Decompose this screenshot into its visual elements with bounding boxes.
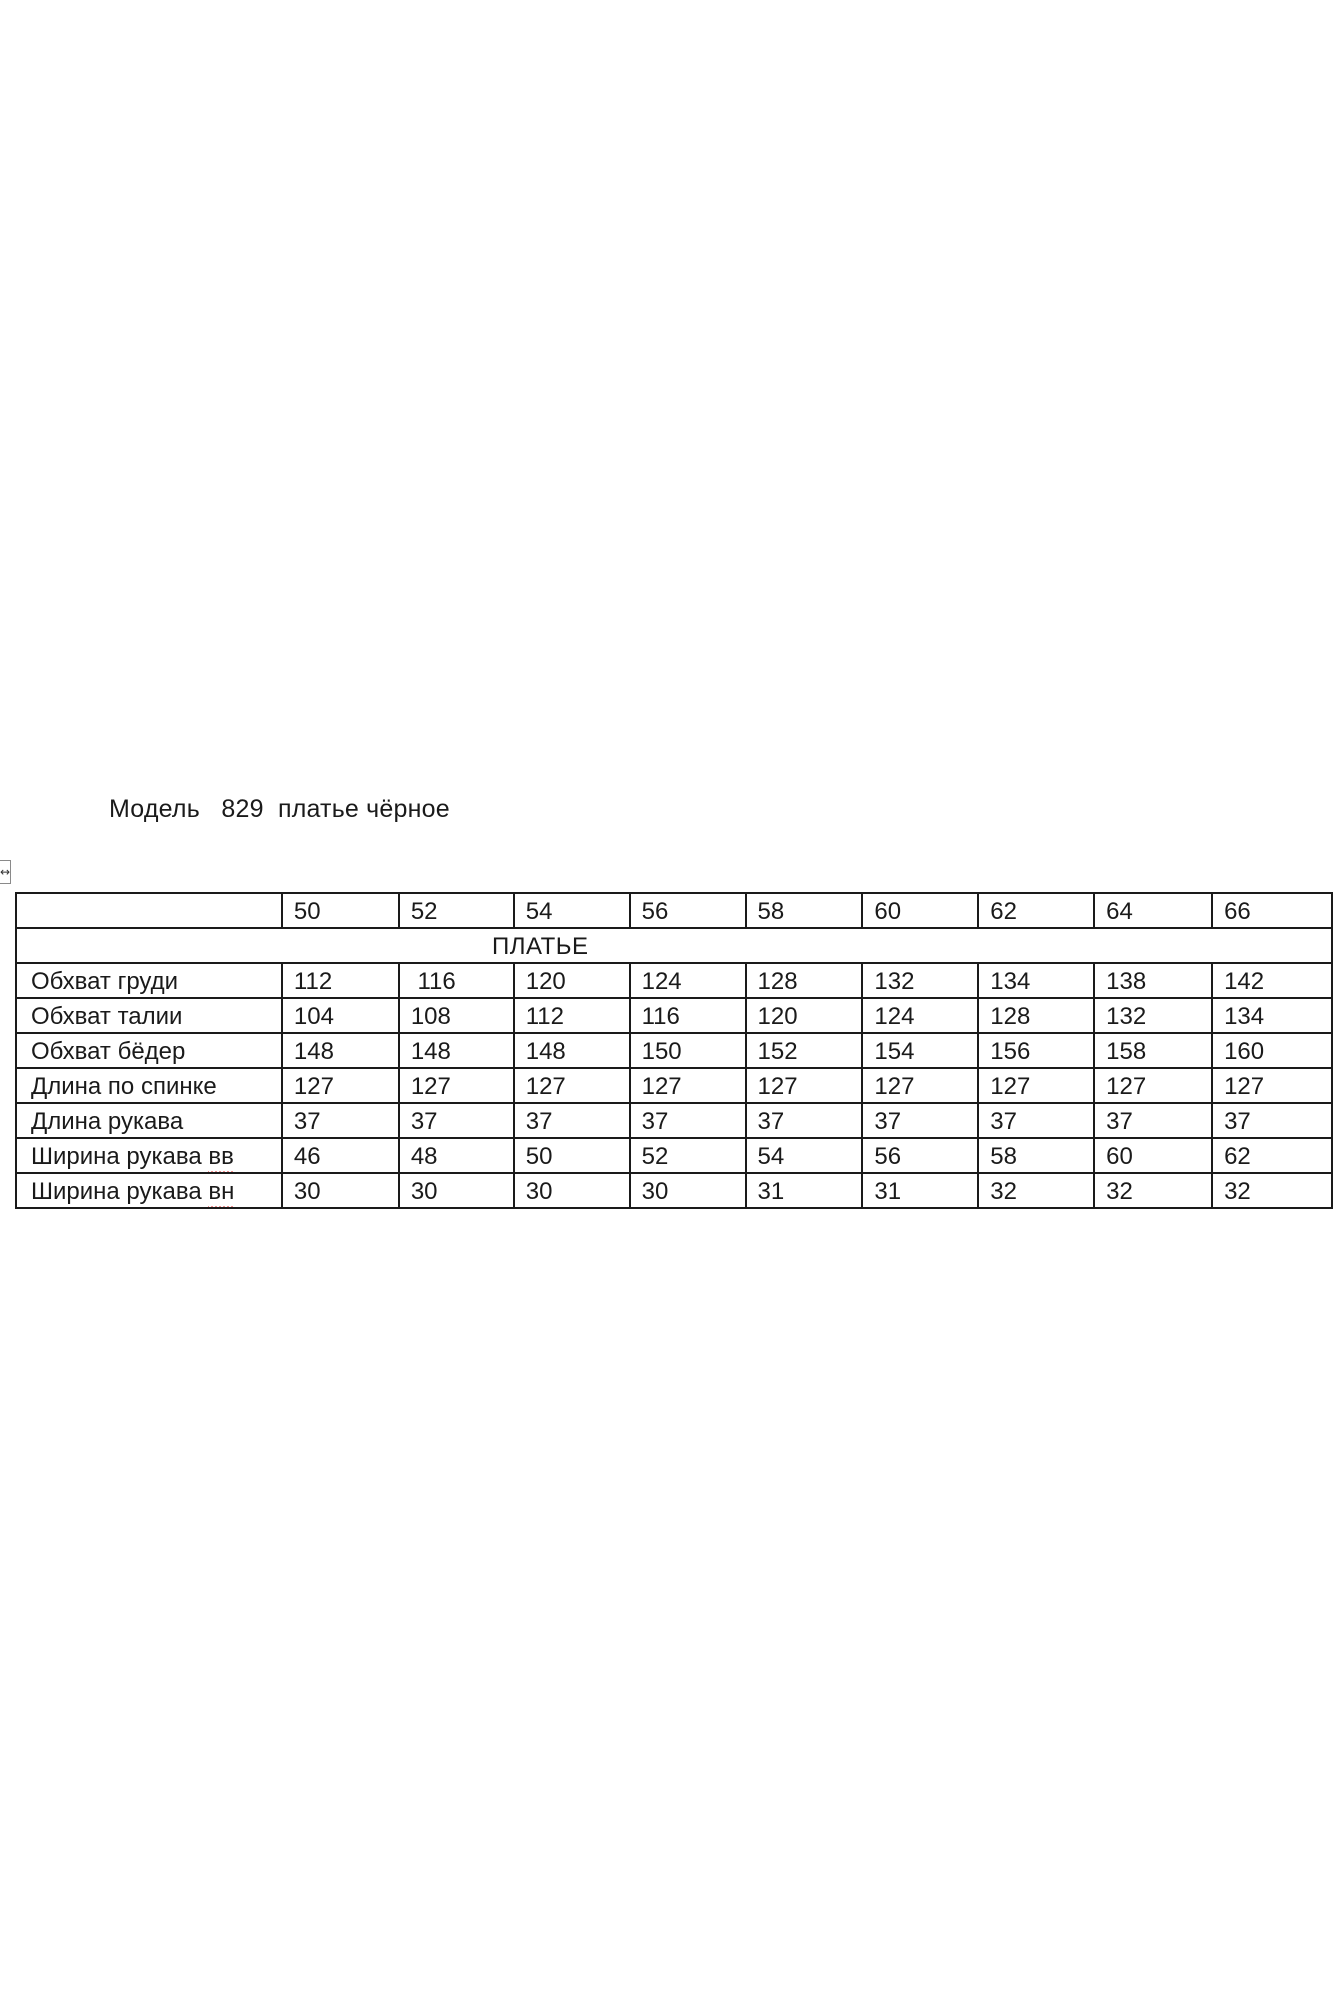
value-cell: 160 [1212, 1033, 1332, 1068]
value-cell: 158 [1094, 1033, 1212, 1068]
row-label [16, 1173, 282, 1208]
value-cell: 112 [282, 963, 399, 998]
size-chart-table [15, 892, 1333, 1209]
size-cell: 64 [1094, 893, 1212, 928]
row-label [16, 1138, 282, 1173]
value-cell: 37 [1094, 1103, 1212, 1138]
value-cell: 116 [630, 998, 746, 1033]
row-label: Длина рукава [16, 1103, 282, 1138]
value-cell: 124 [862, 998, 978, 1033]
size-cell: 58 [746, 893, 863, 928]
value-cell: 46 [282, 1138, 399, 1173]
table-row [16, 1103, 1332, 1138]
value-cell: 128 [978, 998, 1094, 1033]
value-cell: 60 [1094, 1138, 1212, 1173]
size-cell: 62 [978, 893, 1094, 928]
table-row [16, 1033, 1332, 1068]
row-label: Длина по спинке [16, 1068, 282, 1103]
spellcheck-marked-word[interactable]: вн [208, 1178, 235, 1205]
value-cell: 54 [746, 1138, 863, 1173]
value-cell: 127 [282, 1068, 399, 1103]
value-cell: 127 [1094, 1068, 1212, 1103]
size-cell: 52 [399, 893, 514, 928]
value-cell: 112 [514, 998, 630, 1033]
value-cell: 32 [978, 1173, 1094, 1208]
value-cell: 142 [1212, 963, 1332, 998]
value-cell: 31 [862, 1173, 978, 1208]
table-corner-cell [16, 893, 282, 928]
value-cell: 56 [862, 1138, 978, 1173]
value-cell: 62 [1212, 1138, 1332, 1173]
value-cell: 150 [630, 1033, 746, 1068]
value-cell: 128 [746, 963, 863, 998]
table-move-handle[interactable] [0, 860, 11, 884]
value-cell: 37 [630, 1103, 746, 1138]
value-cell: 116 [399, 963, 514, 998]
value-cell: 37 [514, 1103, 630, 1138]
move-arrows-icon: ↔ [0, 865, 11, 879]
value-cell: 50 [514, 1138, 630, 1173]
row-label: Обхват груди [16, 963, 282, 998]
document-title: Модель 829 платье чёрное [109, 795, 450, 823]
value-cell: 152 [746, 1033, 863, 1068]
spellcheck-marked-word[interactable]: вв [208, 1143, 234, 1170]
value-cell: 154 [862, 1033, 978, 1068]
row-label: Обхват бёдер [16, 1033, 282, 1068]
value-cell: 52 [630, 1138, 746, 1173]
size-cell: 50 [282, 893, 399, 928]
value-cell: 132 [862, 963, 978, 998]
value-cell: 58 [978, 1138, 1094, 1173]
value-cell: 134 [978, 963, 1094, 998]
value-cell: 148 [399, 1033, 514, 1068]
table-row [16, 1068, 1332, 1103]
value-cell: 32 [1212, 1173, 1332, 1208]
value-cell: 127 [514, 1068, 630, 1103]
value-cell: 134 [1212, 998, 1332, 1033]
value-cell: 127 [862, 1068, 978, 1103]
value-cell: 138 [1094, 963, 1212, 998]
value-cell: 127 [399, 1068, 514, 1103]
value-cell: 30 [630, 1173, 746, 1208]
value-cell: 156 [978, 1033, 1094, 1068]
row-label: Обхват талии [16, 998, 282, 1033]
value-cell: 120 [746, 998, 863, 1033]
value-cell: 48 [399, 1138, 514, 1173]
value-cell: 37 [978, 1103, 1094, 1138]
value-cell: 127 [978, 1068, 1094, 1103]
size-header-row [16, 893, 1332, 928]
value-cell: 30 [514, 1173, 630, 1208]
value-cell: 37 [1212, 1103, 1332, 1138]
size-cell: 56 [630, 893, 746, 928]
size-cell: 60 [862, 893, 978, 928]
value-cell: 120 [514, 963, 630, 998]
value-cell: 127 [746, 1068, 863, 1103]
table-row [16, 963, 1332, 998]
value-cell: 127 [630, 1068, 746, 1103]
row-label-main: Ширина рукава [31, 1143, 209, 1170]
value-cell: 108 [399, 998, 514, 1033]
row-label-main: Ширина рукава [31, 1178, 209, 1205]
value-cell: 127 [1212, 1068, 1332, 1103]
value-cell: 30 [399, 1173, 514, 1208]
size-cell: 54 [514, 893, 630, 928]
value-cell: 37 [862, 1103, 978, 1138]
value-cell: 30 [282, 1173, 399, 1208]
value-cell: 148 [282, 1033, 399, 1068]
value-cell: 124 [630, 963, 746, 998]
table-row [16, 1173, 1332, 1208]
value-cell: 132 [1094, 998, 1212, 1033]
section-label: ПЛАТЬЕ [16, 928, 1332, 963]
value-cell: 104 [282, 998, 399, 1033]
table-row [16, 998, 1332, 1033]
size-cell: 66 [1212, 893, 1332, 928]
value-cell: 37 [399, 1103, 514, 1138]
value-cell: 32 [1094, 1173, 1212, 1208]
table-row [16, 1138, 1332, 1173]
value-cell: 31 [746, 1173, 863, 1208]
section-row [16, 928, 1332, 963]
value-cell: 37 [282, 1103, 399, 1138]
value-cell: 148 [514, 1033, 630, 1068]
value-cell: 37 [746, 1103, 863, 1138]
